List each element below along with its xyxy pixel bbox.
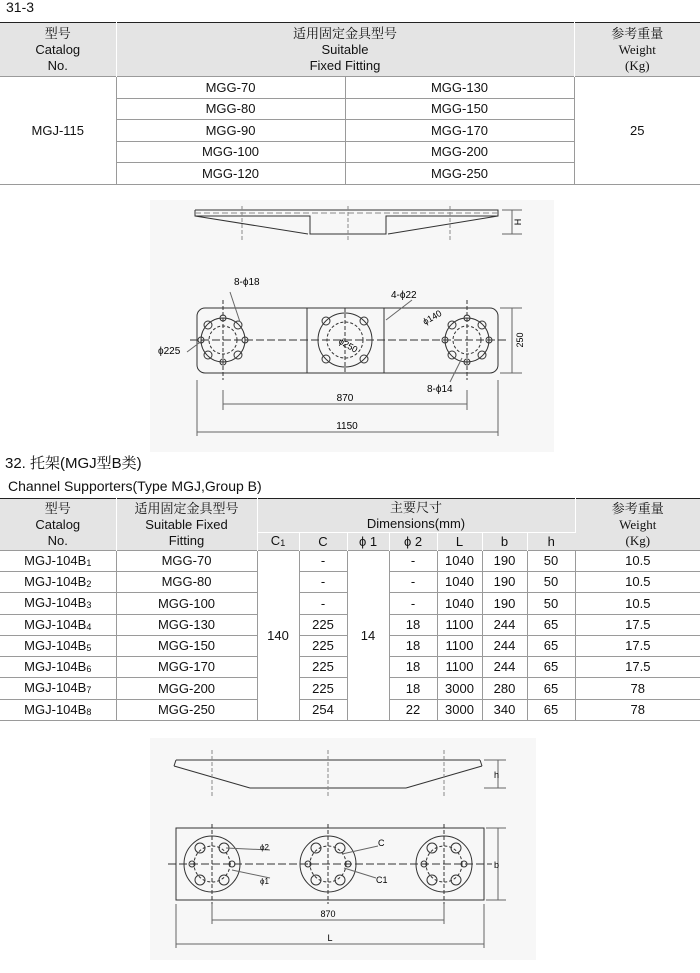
label-phi225: ϕ225 (158, 346, 181, 357)
c-cell: 225 (299, 678, 347, 700)
h-cell: 65 (527, 678, 575, 700)
side-view (174, 750, 506, 798)
b-cell: 340 (482, 700, 527, 721)
weight-cell: 10.5 (575, 551, 700, 572)
fitting-cell: MGG-70 (116, 77, 345, 99)
fitting-cell: MGG-80 (116, 99, 345, 120)
catalog-cell (0, 615, 116, 636)
b-cell: 280 (482, 678, 527, 700)
catalog-no: MGJ-104B (24, 701, 87, 717)
col-l: L (437, 533, 482, 551)
phi2-cell: 18 (389, 636, 437, 657)
catalog-cell (0, 636, 116, 657)
h-cell: 50 (527, 572, 575, 593)
catalog-suffix: 7 (86, 685, 92, 695)
weight-cell: 78 (575, 678, 700, 700)
catalog-suffix: 1 (86, 557, 92, 568)
fitting-cell: MGG-130 (116, 615, 257, 636)
col-c1: $C_1$ (257, 533, 299, 551)
b-cell: 244 (482, 657, 527, 678)
side-view (195, 206, 522, 242)
fitting-cell: MGG-150 (116, 636, 257, 657)
catalog-cell: MGJ-115 (0, 77, 116, 185)
l-cell: 1040 (437, 572, 482, 593)
h-cell: 65 (527, 615, 575, 636)
label-phi1: ϕ1 (260, 877, 269, 886)
c-cell: - (299, 593, 347, 615)
fitting-cell: MGG-250 (116, 700, 257, 721)
fitting-cell: MGG-120 (116, 163, 345, 185)
label-phi140: ϕ140 (421, 308, 444, 327)
fitting-cell: MGG-70 (116, 551, 257, 572)
catalog-suffix: 3 (86, 600, 92, 610)
phi1-cell: 14 (347, 551, 389, 721)
phi2-cell: 22 (389, 700, 437, 721)
catalog-no: MGJ-104B (24, 573, 87, 589)
c-cell: - (299, 572, 347, 593)
header-fitting: 适用固定金具型号 Suitable Fixed Fitting (116, 23, 574, 77)
dim-870: 870 (320, 909, 336, 919)
drawing-bracket-32 (150, 738, 536, 960)
header-weight: 参考重量 Weight (Kg) (575, 499, 700, 551)
technical-drawing (150, 200, 554, 452)
col-phi1: ϕ 1 (347, 533, 389, 551)
l-cell: 1040 (437, 551, 482, 572)
h-cell: 50 (527, 551, 575, 572)
fitting-cell: MGG-170 (345, 120, 574, 142)
c-cell: 254 (299, 700, 347, 721)
catalog-suffix: 6 (86, 663, 92, 674)
dim-b: b (494, 860, 500, 870)
weight-cell: 10.5 (575, 572, 700, 593)
catalog-cell (0, 572, 116, 593)
spec-table-32 (0, 498, 700, 721)
spec-table-31-3 (0, 22, 700, 185)
col-h: h (527, 533, 575, 551)
c-cell: 225 (299, 636, 347, 657)
label-4-phi22: 4-ϕ22 (391, 290, 417, 301)
dim-l: L (327, 933, 333, 943)
catalog-no: MGJ-104B (24, 680, 87, 695)
dim-h: H (513, 218, 523, 226)
weight-cell: 25 (574, 77, 700, 185)
phi2-cell: - (389, 593, 437, 615)
catalog-no: MGJ-104B (24, 552, 87, 568)
l-cell: 1100 (437, 657, 482, 678)
fitting-cell: MGG-130 (345, 77, 574, 99)
plan-view (168, 824, 506, 948)
label-c1: C1 (376, 875, 388, 885)
fitting-cell: MGG-170 (116, 657, 257, 678)
phi2-cell: - (389, 572, 437, 593)
h-cell: 65 (527, 636, 575, 657)
dim-870: 870 (336, 393, 354, 404)
fitting-cell: MGG-150 (345, 99, 574, 120)
fitting-cell: MGG-100 (116, 142, 345, 163)
fitting-cell: MGG-200 (345, 142, 574, 163)
label-phi250: ϕ250 (337, 336, 360, 355)
section-title-en: Channel Supporters(Type MGJ,Group B) (8, 478, 262, 494)
header-dimensions: 主要尺寸 Dimensions(mm) (257, 499, 575, 533)
catalog-suffix: 4 (86, 621, 92, 632)
dim-250: 250 (515, 332, 525, 348)
b-cell: 190 (482, 572, 527, 593)
catalog-no: MGJ-104B (24, 658, 87, 674)
catalog-cell (0, 700, 116, 721)
c-cell: 225 (299, 615, 347, 636)
drawing-bracket-31-3 (150, 200, 554, 452)
phi2-cell: - (389, 551, 437, 572)
l-cell: 3000 (437, 700, 482, 721)
col-phi2: ϕ 2 (389, 533, 437, 551)
dim-h: h (494, 770, 500, 780)
fitting-cell: MGG-250 (345, 163, 574, 185)
fitting-cell: MGG-100 (116, 593, 257, 615)
header-weight: 参考重量 Weight (Kg) (574, 23, 700, 77)
l-cell: 1100 (437, 615, 482, 636)
h-cell: 65 (527, 700, 575, 721)
col-b: b (482, 533, 527, 551)
table-row (0, 551, 700, 572)
catalog-suffix: 5 (86, 642, 92, 653)
l-cell: 1040 (437, 593, 482, 615)
weight-cell: 17.5 (575, 657, 700, 678)
phi2-cell: 18 (389, 678, 437, 700)
col-c: C (299, 533, 347, 551)
catalog-suffix: 2 (86, 578, 92, 589)
catalog-cell (0, 678, 116, 700)
fitting-cell: MGG-90 (116, 120, 345, 142)
plan-view (187, 292, 522, 436)
h-cell: 65 (527, 657, 575, 678)
section-label: 31-3 (6, 0, 35, 15)
header-fitting: 适用固定金具型号 Suitable Fixed Fitting (116, 499, 257, 551)
c-cell: 225 (299, 657, 347, 678)
c1-cell: 140 (257, 551, 299, 721)
dim-1150: 1150 (336, 421, 358, 432)
fitting-cell: MGG-200 (116, 678, 257, 700)
b-cell: 244 (482, 636, 527, 657)
technical-drawing (150, 738, 536, 960)
h-cell: 50 (527, 593, 575, 615)
catalog-no: MGJ-104B (24, 616, 87, 632)
label-phi2: ϕ2 (260, 843, 269, 852)
catalog-cell (0, 551, 116, 572)
header-catalog: 型号 Catalog No. (0, 499, 116, 551)
weight-cell: 10.5 (575, 593, 700, 615)
c-cell: - (299, 551, 347, 572)
weight-cell: 17.5 (575, 615, 700, 636)
fitting-cell: MGG-80 (116, 572, 257, 593)
b-cell: 190 (482, 593, 527, 615)
header-catalog: 型号 Catalog No. (0, 23, 116, 77)
b-cell: 244 (482, 615, 527, 636)
catalog-suffix: 8 (86, 706, 92, 717)
phi2-cell: 18 (389, 657, 437, 678)
catalog-no: MGJ-104B (24, 595, 87, 610)
section-title-cn: 32. 托架(MGJ型B类) (5, 455, 142, 472)
catalog-no: MGJ-104B (24, 637, 87, 653)
label-8-phi18: 8-ϕ18 (234, 277, 260, 288)
b-cell: 190 (482, 551, 527, 572)
l-cell: 1100 (437, 636, 482, 657)
label-8-phi14: 8-ϕ14 (427, 384, 453, 395)
l-cell: 3000 (437, 678, 482, 700)
weight-cell: 78 (575, 700, 700, 721)
catalog-cell (0, 657, 116, 678)
catalog-cell (0, 593, 116, 615)
phi2-cell: 18 (389, 615, 437, 636)
label-c: C (378, 838, 385, 848)
weight-cell: 17.5 (575, 636, 700, 657)
